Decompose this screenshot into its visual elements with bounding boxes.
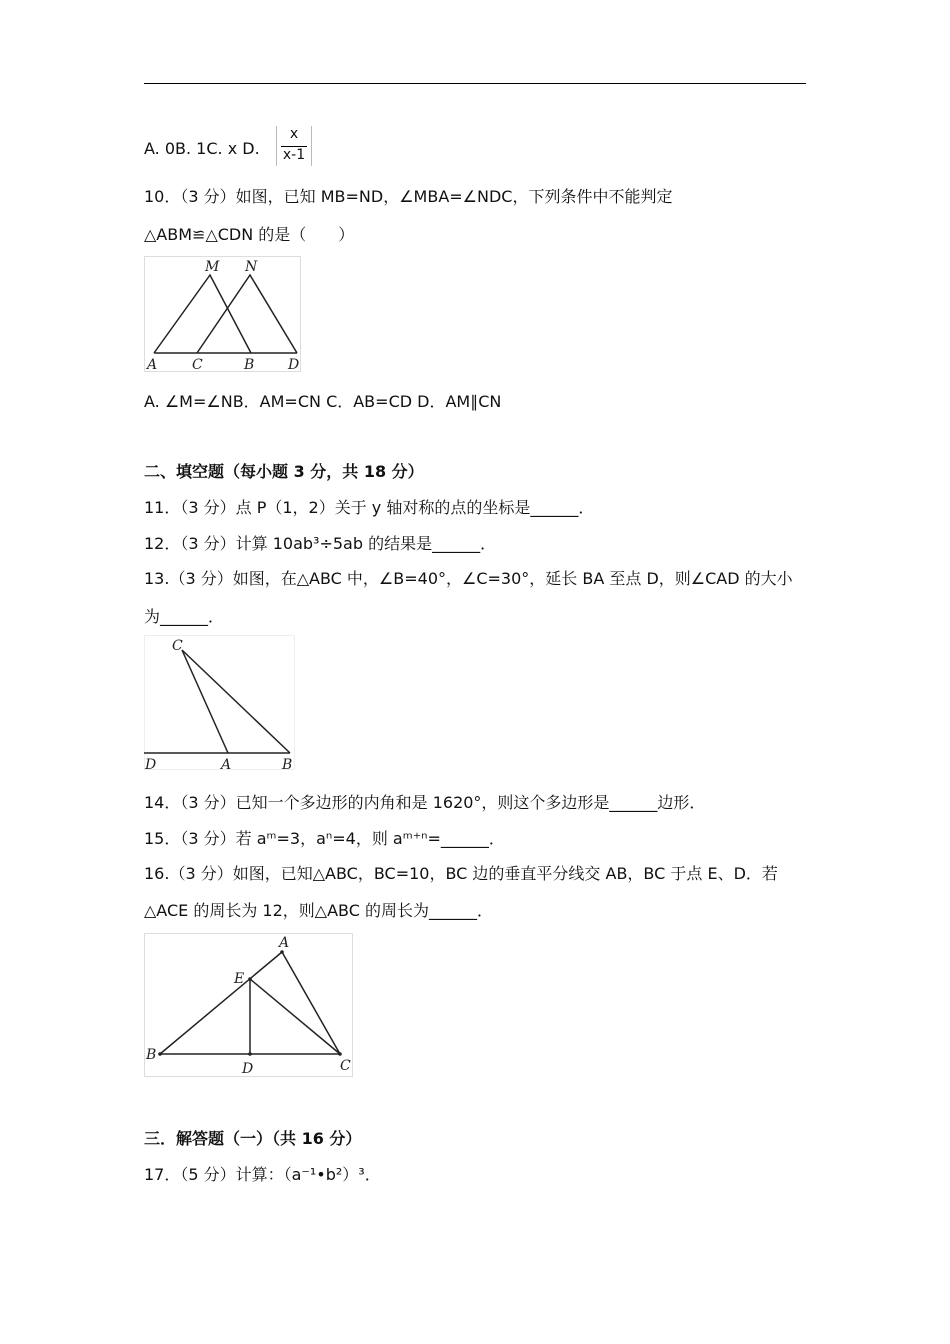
label-d: D	[288, 357, 300, 373]
q16-line2: △ACE 的周长为 12，则△ABC 的周长为______．	[144, 901, 493, 920]
q10-line1: 10．（3 分）如图，已知 MB=ND，∠MBA=∠NDC，下列条件中不能判定	[144, 187, 673, 206]
point-d	[248, 1052, 252, 1056]
segment-cb	[182, 650, 290, 753]
fraction-numerator: x	[289, 126, 299, 142]
label-b: B	[282, 757, 293, 771]
triangle-abm	[154, 275, 251, 353]
figure-frame	[145, 934, 353, 1077]
label-d: D	[145, 757, 157, 771]
q13-figure	[144, 635, 296, 771]
point-c	[338, 1052, 342, 1056]
q9-options: A. 0B. 1C. x D.	[144, 139, 260, 158]
segment-ec	[250, 979, 340, 1054]
header-rule	[144, 83, 806, 84]
point-b	[158, 1052, 162, 1056]
label-b: B	[244, 357, 255, 373]
q13-line1: 13.（3 分）如图，在△ABC 中，∠B=40°，∠C=30°，延长 BA 至点 D，则∠CAD 的大小	[144, 569, 793, 588]
label-a: A	[221, 757, 232, 771]
figure-frame	[145, 636, 295, 770]
label-b: B	[146, 1047, 157, 1063]
q17: 17．（5 分）计算：（a⁻¹•b²）³．	[144, 1165, 381, 1184]
q10-figure	[144, 256, 302, 373]
q15: 15．（3 分）若 aᵐ=3，aⁿ=4，则 aᵐ⁺ⁿ=______．	[144, 829, 505, 848]
q16-figure	[144, 933, 354, 1078]
q11: 11．（3 分）点 P（1，2）关于 y 轴对称的点的坐标是______．	[144, 498, 595, 517]
label-c: C	[192, 357, 203, 373]
label-a: A	[279, 935, 290, 951]
triangle-cdn	[197, 275, 297, 353]
point-e	[248, 977, 252, 981]
q12: 12．（3 分）计算 10ab³÷5ab 的结果是______．	[144, 534, 497, 553]
label-m: M	[205, 259, 220, 275]
label-c: C	[340, 1058, 351, 1074]
label-d: D	[242, 1061, 254, 1077]
q13-line2: 为______．	[144, 607, 225, 626]
q16-line1: 16.（3 分）如图，已知△ABC，BC=10，BC 边的垂直平分线交 AB，BC 于点 E、D．若	[144, 864, 778, 883]
q10-line2: △ABM≌△CDN 的是（ ）	[144, 225, 355, 244]
segment-ac	[282, 952, 340, 1054]
section2-title: 二、填空题（每小题 3 分，共 18 分）	[144, 462, 424, 481]
label-a: A	[147, 357, 158, 373]
section3-title: 三．解答题（一）（共 16 分）	[144, 1129, 362, 1148]
segment-ca	[182, 650, 228, 753]
label-e: E	[234, 971, 245, 987]
fraction-denominator: x-1	[282, 147, 306, 163]
label-n: N	[245, 259, 258, 275]
fraction-x-over-x-minus-1	[276, 126, 312, 166]
segment-ba	[160, 952, 282, 1054]
q10-options: A. ∠M=∠NB．AM=CN C．AB=CD D．AM∥CN	[144, 392, 502, 411]
figure-frame	[145, 257, 301, 372]
q14: 14．（3 分）已知一个多边形的内角和是 1620°，则这个多边形是______边形．	[144, 793, 706, 812]
label-c: C	[172, 638, 183, 654]
